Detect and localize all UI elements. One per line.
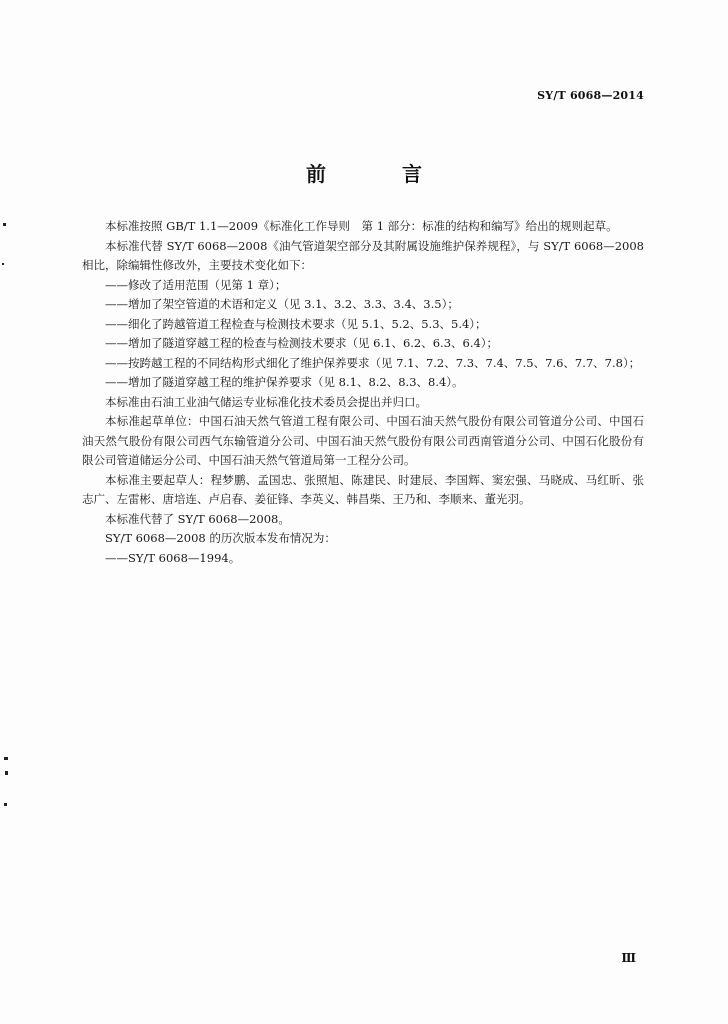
- paragraph-drafting-units: 本标准起草单位：中国石油天然气管道工程有限公司、中国石油天然气股份有限公司管道分公司、中国石油天然气股份有限公司西气东输管道分公司、中国石油天然气股份有限公司西南管道分公司、中国石化股份有限公司管道储运分公司、中国石油天然气管道局第一工程分公司。: [82, 414, 644, 467]
- change-item: ——增加了隧道穿越工程的检查与检测技术要求（见 6.1、6.2、6.3、6.4）；: [105, 336, 499, 350]
- history-item: ——SY/T 6068—1994。: [105, 550, 241, 565]
- standard-code: SY/T 6068—2014: [537, 89, 644, 102]
- scan-artifact: [3, 223, 6, 226]
- scan-artifact: [2, 263, 4, 265]
- paragraph-replacement: 本标准代替 SY/T 6068—2008《油气管道架空部分及其附属设施维护保养规程》，与 SY/T 6068—2008 相比，除编辑性修改外，主要技术变化如下：: [82, 238, 644, 272]
- change-item: ——细化了跨越管道工程检查与检测技术要求（见 5.1、5.2、5.3、5.4）；: [105, 316, 487, 331]
- page-title: 前 言: [306, 162, 450, 186]
- paragraph-proposer: 本标准由石油工业油气储运专业标准化技术委员会提出并归口。: [105, 394, 427, 409]
- scan-artifact: [4, 757, 8, 760]
- change-item: ——修改了适用范围（见第 1 章）；: [105, 277, 287, 292]
- scan-artifact: [5, 771, 8, 775]
- paragraph-history-intro: SY/T 6068—2008 的历次版本发布情况为：: [105, 531, 336, 545]
- paragraph-drafters: 本标准主要起草人：程梦鹏、孟国忠、张照旭、陈建民、时建辰、李国辉、窦宏强、马晓成、马红昕、张志广、左雷彬、唐培连、卢启春、姜征锋、李英义、韩昌柴、王乃和、李顺来、董光羽。: [82, 472, 644, 506]
- change-item: ——按跨越工程的不同结构形式细化了维护保养要求（见 7.1、7.2、7.3、7.4、7.5、7.6、7.7、7.8）；: [105, 355, 641, 370]
- document-body: [82, 217, 644, 568]
- paragraph-supersedes: 本标准代替了 SY/T 6068—2008。: [105, 511, 290, 526]
- page-number: Ⅲ: [621, 951, 636, 965]
- scan-artifact: [4, 803, 7, 806]
- change-item: ——增加了隧道穿越工程的维护保养要求（见 8.1、8.2、8.3、8.4）。: [105, 375, 464, 389]
- paragraph-drafting-rules: 本标准按照 GB/T 1.1—2009《标准化工作导则 第 1 部分：标准的结构和编写》给出的规则起草。: [105, 219, 618, 233]
- change-item: ——增加了架空管道的术语和定义（见 3.1、3.2、3.3、3.4、3.5）；: [105, 297, 459, 311]
